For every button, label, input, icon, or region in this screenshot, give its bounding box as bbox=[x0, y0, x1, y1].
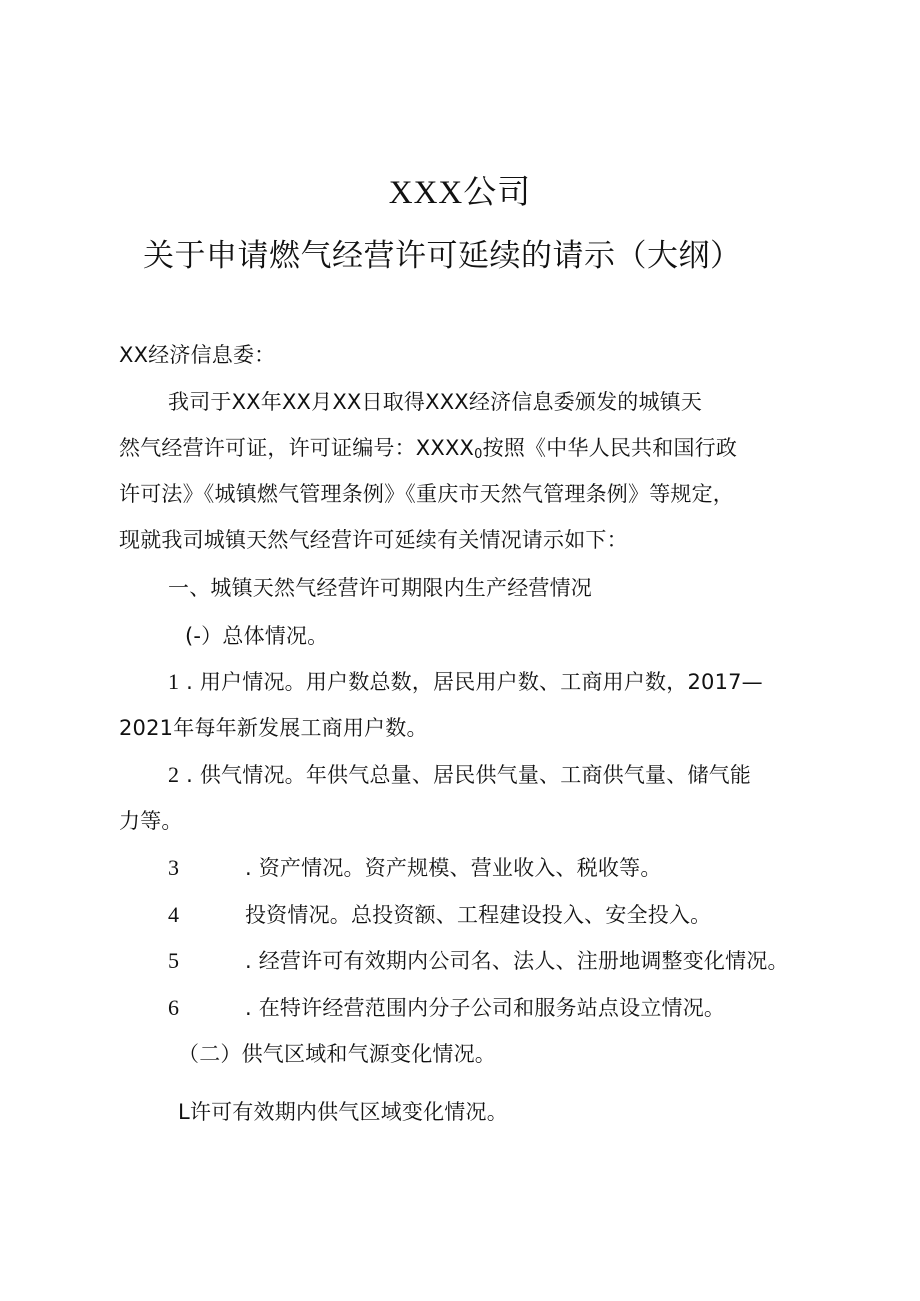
item-continuation: 力等。 bbox=[119, 809, 183, 833]
item-number: 5 bbox=[168, 948, 180, 973]
subsection-1-heading: (-）总体情况。 bbox=[185, 624, 329, 648]
item-text: 投资情况。总投资额、工程建设投入、安全投入。 bbox=[244, 903, 712, 927]
list-item bbox=[168, 946, 789, 976]
subsection-2-heading: （二）供气区域和气源变化情况。 bbox=[178, 1042, 496, 1066]
item-number: 2 bbox=[168, 762, 180, 787]
list-item bbox=[168, 853, 662, 883]
item-text: . 在特许经营范围内分子公司和服务站点设立情况。 bbox=[244, 996, 726, 1020]
item-text: . 经营许可有效期内公司名、法人、注册地调整变化情况。 bbox=[244, 949, 789, 973]
item-continuation: 2021年每年新发展工商用户数。 bbox=[119, 716, 428, 740]
item-number: 1 bbox=[168, 669, 180, 694]
company-title: XXX公司 bbox=[388, 175, 532, 211]
item-text: . 供气情况。年供气总量、居民供气量、工商供气量、储气能 bbox=[186, 763, 752, 787]
document-title: 关于申请燃气经营许可延续的请示（大纲） bbox=[143, 238, 742, 274]
item-number: 4 bbox=[168, 902, 180, 927]
list-item bbox=[168, 993, 725, 1023]
intro-line-2-a: 然气经营许可证，许可证编号：XXXX bbox=[119, 436, 475, 460]
list-item: L许可有效期内供气区域变化情况。 bbox=[178, 1100, 508, 1124]
intro-line-2-b: 按照《中华人民共和国行政 bbox=[482, 436, 738, 460]
item-number: 3 bbox=[168, 855, 180, 880]
intro-line-4: 现就我司城镇天然气经营许可延续有关情况请示如下： bbox=[119, 528, 628, 552]
item-text: . 资产情况。资产规模、营业收入、税收等。 bbox=[244, 856, 662, 880]
list-item bbox=[168, 667, 763, 697]
item-number: 6 bbox=[168, 995, 180, 1020]
list-item bbox=[168, 900, 711, 930]
intro-line-2 bbox=[119, 433, 737, 470]
intro-line-3: 许可法》《城镇燃气管理条例》《重庆市天然气管理条例》等规定， bbox=[119, 482, 734, 506]
intro-line-1: 我司于XX年XX月XX日取得XXX经济信息委颁发的城镇天 bbox=[168, 390, 703, 414]
item-text: . 用户情况。用户数总数，居民用户数、工商用户数，2017— bbox=[186, 670, 763, 694]
section-1-heading: 一、城镇天然气经营许可期限内生产经营情况 bbox=[168, 576, 592, 600]
list-item bbox=[168, 760, 751, 790]
intro-line-2-sub: 0 bbox=[474, 447, 483, 462]
salutation: XX经济信息委： bbox=[119, 343, 276, 367]
